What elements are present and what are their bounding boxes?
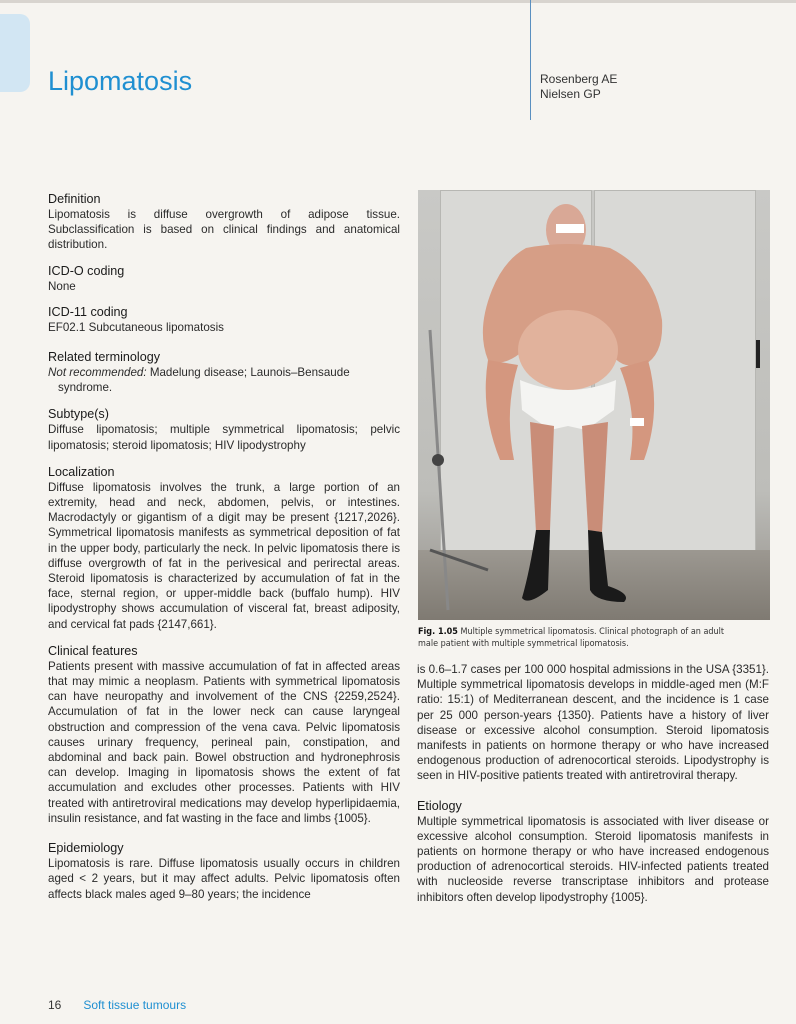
footer-section: Soft tissue tumours <box>83 998 187 1012</box>
heading-etiology: Etiology <box>417 798 462 813</box>
authors <box>540 72 617 102</box>
clinical-text: Patients present with massive accumulation of fat in affected areas that may mimic a neoplasm. Patients with symmetrical lipomatosis can have neuropathy and involvement of the CNS {2259,2524}. Accumulation of fat in the lower neck can cause laryngeal obstruction and compression of the vena cava. Pelvic lipomatosis causes urinary frequency, perineal pain, constipation, and abdominal and back pain. Bowel obstruction and hydronephrosis can develop. Imaging in lipomatosis shows the extent of fat accumulation and excludes other processes. Patients with HIV treated with antiretroviral medications may develop hyperlipidaemia, insulin resistance, and fat wasting in the face and limbs {1005}. <box>48 659 400 825</box>
terminology-body: Madelung disease; Launois–Bensaude syndrome. <box>58 366 350 395</box>
clinical-photograph <box>418 190 770 620</box>
patient-figure <box>418 190 770 620</box>
icdo-text: None <box>48 279 76 293</box>
right-column <box>417 662 769 916</box>
heading-terminology: Related terminology <box>48 350 161 365</box>
epidemiology-text: Lipomatosis is rare. Diffuse lipomatosis usually occurs in children aged < 2 years, but it may affect adults. Pelvic lipomatosis often affects black males aged 9–80 years; the incidence <box>48 857 400 901</box>
heading-epidemiology: Epidemiology <box>48 841 124 856</box>
figure-label: Fig. 1.05 <box>418 626 458 637</box>
subtypes-text: Diffuse lipomatosis; multiple symmetrical lipomatosis; pelvic lipomatosis; steroid lipomatosis; HIV lipodystrophy <box>48 423 400 452</box>
epidemiology-continued: is 0.6–1.7 cases per 100 000 hospital admissions in the USA {3351}. Multiple symmetrical lipomatosis develops in middle-aged men (M:F ratio: 15:1) of Mediterranean descent, and the incidence is 1 case per 25 000 person-years {1350}. Patients have a history of liver disease or excessive alcohol consumption. Steroid lipomatosis manifests in patients on hormone therapy or who have increased endogenous production of adrenocortical steroids. Lipodystrophy is seen in HIV-positive patients treated with antiretroviral therapy. <box>417 663 769 783</box>
page-number: 16 <box>48 998 62 1012</box>
icd11-text: EF02.1 Subcutaneous lipomatosis <box>48 320 224 334</box>
header-divider <box>530 0 531 120</box>
chapter-tab <box>0 14 30 92</box>
etiology-text: Multiple symmetrical lipomatosis is associated with liver disease or excessive alcohol consumption. Steroid lipomatosis manifests in patients on hormone therapy or who have increased endogenous production of adrenocortical steroids. HIV-infected patients treated with nucleoside reverse transcriptase inhibitors and protease inhibitors often develop lipodystrophy {1005}. <box>417 814 769 904</box>
definition-text: Lipomatosis is diffuse overgrowth of adipose tissue. Subclassification is based on clinical findings and anatomical distribution. <box>48 208 400 252</box>
terminology-text <box>48 365 400 395</box>
heading-icdo: ICD-O coding <box>48 263 125 278</box>
terminology-qualifier: Not recommended: <box>48 366 147 380</box>
top-rule <box>0 0 796 3</box>
page-footer <box>48 998 186 1012</box>
author-1: Rosenberg AE <box>540 72 618 86</box>
heading-localization: Localization <box>48 464 115 479</box>
heading-icd11: ICD-11 coding <box>48 304 128 319</box>
heading-subtypes: Subtype(s) <box>48 407 109 422</box>
localization-text: Diffuse lipomatosis involves the trunk, a large portion of an extremity, head and neck, abdomen, pelvis, or intestines. Macrodactyly or gigantism of a digit may be present {1217,2026}. Symmetrical lipomatosis manifests as symmetrical deposition of fat in the upper body, particularly the neck. In pelvic lipomatosis there is diffuse overgrowth of fat in the perivesical and perirectal areas. Steroid lipomatosis is characterized by accumulation of fat in the face, sternal region, or upper-middle back (buffalo hump). HIV lipodystrophy shows accumulation of visceral fat, breast adiposity, and cervical fat pads {2147,661}. <box>48 480 400 631</box>
heading-definition: Definition <box>48 192 101 206</box>
heading-clinical: Clinical features <box>48 643 138 658</box>
figure-caption-text: Multiple symmetrical lipomatosis. Clinical photograph of an adult male patient with multiple symmetrical lipomatosis. <box>418 626 725 649</box>
author-2: Nielsen GP <box>540 87 601 101</box>
page-title: Lipomatosis <box>48 66 193 96</box>
left-column <box>48 191 400 913</box>
figure-caption <box>418 626 728 650</box>
